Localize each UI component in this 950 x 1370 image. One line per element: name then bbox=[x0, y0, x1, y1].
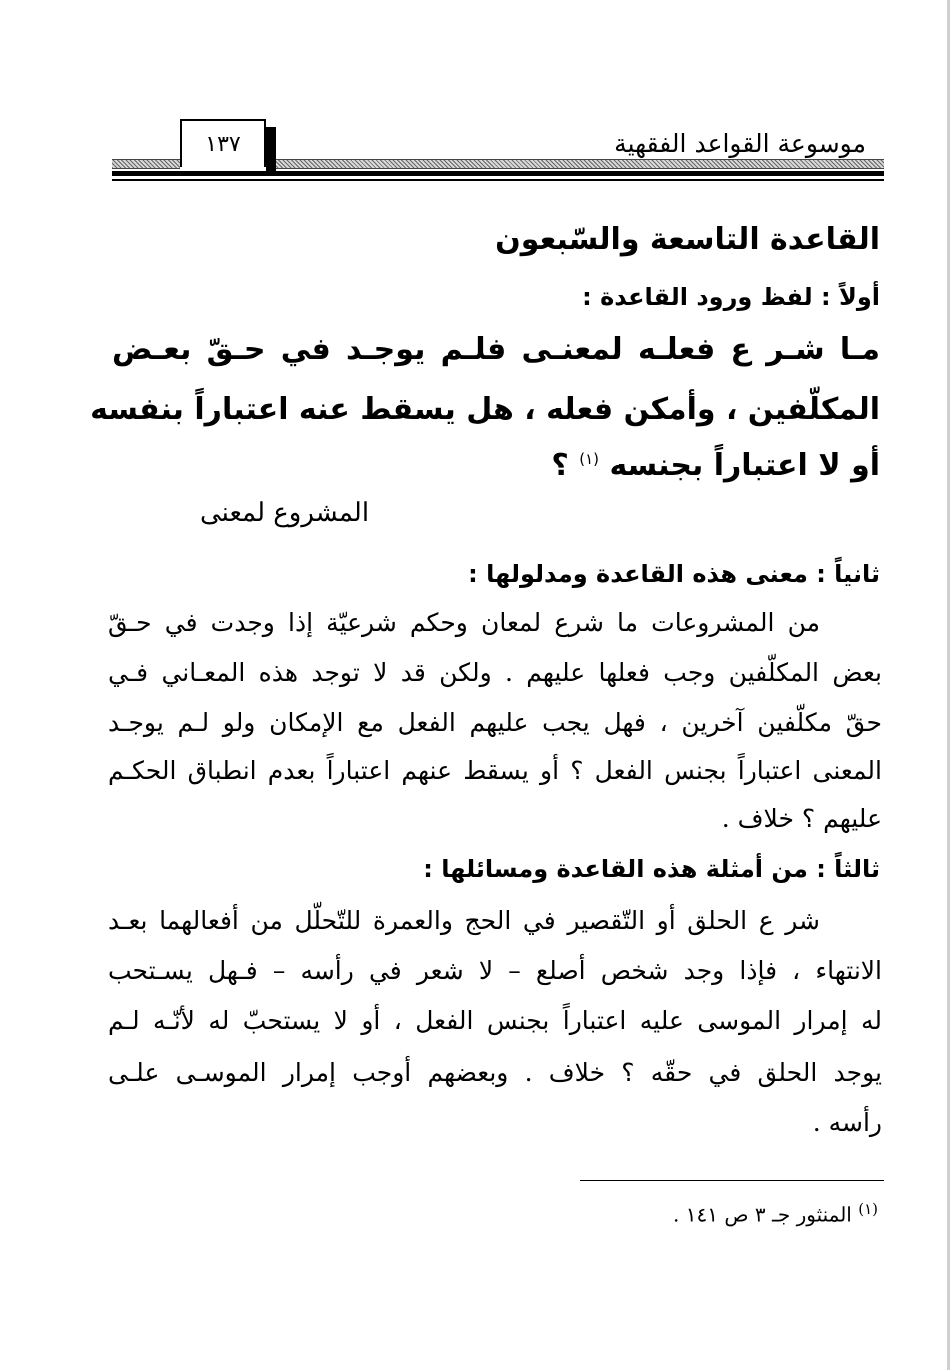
question-mark: ؟ bbox=[551, 448, 569, 483]
rule-text-line-2: المكلّفين ، وأمكن فعله ، هل يسقط عنه اعتباراً بنفسه bbox=[90, 392, 880, 427]
meaning-line-3: حقّ مكلّفين آخرين ، فهل يجب عليهم الفعل مع الإمكان ولو لـم يوجـد bbox=[108, 708, 882, 737]
meaning-line-2: بعض المكلّفين وجب فعلها عليهم . ولكن قد لا توجد هذه المعـاني فـي bbox=[108, 658, 882, 687]
section-heading-meaning: ثانياً : معنى هذه القاعدة ومدلولها : bbox=[468, 560, 880, 588]
header-rule bbox=[112, 171, 884, 176]
rule-text-line-3 bbox=[551, 448, 880, 483]
footnote bbox=[673, 1200, 878, 1227]
example-line-2: الانتهاء ، فإذا وجد شخص أصلع – لا شعر في رأسه – فـهل يسـتحب bbox=[108, 956, 882, 985]
header-rule-thin bbox=[112, 179, 884, 181]
example-line-3: له إمرار الموسى عليه اعتباراً بجنس الفعل ، أو لا يستحبّ له لأنّـه لـم bbox=[108, 1006, 882, 1035]
page-number: ١٣٧ bbox=[180, 119, 266, 167]
footnote-separator bbox=[580, 1180, 884, 1181]
footnote-marker: (١) bbox=[579, 450, 599, 468]
meaning-line-1: من المشروعات ما شرع لمعان وحكم شرعيّة إذا وجدت في حـقّ bbox=[108, 608, 820, 637]
section-heading-examples: ثالثاً : من أمثلة هذه القاعدة ومسائلها : bbox=[423, 855, 880, 883]
running-title: موسوعة القواعد الفقهية bbox=[614, 129, 866, 158]
section-heading-wording: أولاً : لفظ ورود القاعدة : bbox=[582, 283, 880, 311]
rule-text-line-3-text: أو لا اعتباراً بجنسه bbox=[609, 448, 880, 483]
footnote-number: (١) bbox=[858, 1200, 878, 1218]
footnote-text: المنثور جـ ٣ ص ١٤١ . bbox=[673, 1202, 852, 1227]
meaning-line-5: عليهم ؟ خلاف . bbox=[721, 804, 882, 833]
example-line-4: يوجد الحلق في حقّه ؟ خلاف . وبعضهم أوجب إمرار الموسـى علـى bbox=[108, 1058, 882, 1087]
example-line-5: رأسه . bbox=[812, 1108, 882, 1137]
rule-title: القاعدة التاسعة والسّبعون bbox=[495, 222, 880, 257]
meaning-line-4: المعنى اعتباراً بجنس الفعل ؟ أو يسقط عنهم اعتباراً بعدم انطباق الحكـم bbox=[108, 756, 882, 785]
example-line-1: شر ع الحلق أو التّقصير في الحج والعمرة للتّحلّل من أفعالهما بعـد bbox=[108, 906, 820, 935]
handwritten-annotation: المشروع لمعنى bbox=[200, 498, 370, 528]
rule-text-line-1: مـا شـر ع فعلـه لمعنـى فلـم يوجـد في حـقّ بعـض bbox=[112, 332, 880, 367]
page-header bbox=[112, 115, 884, 187]
